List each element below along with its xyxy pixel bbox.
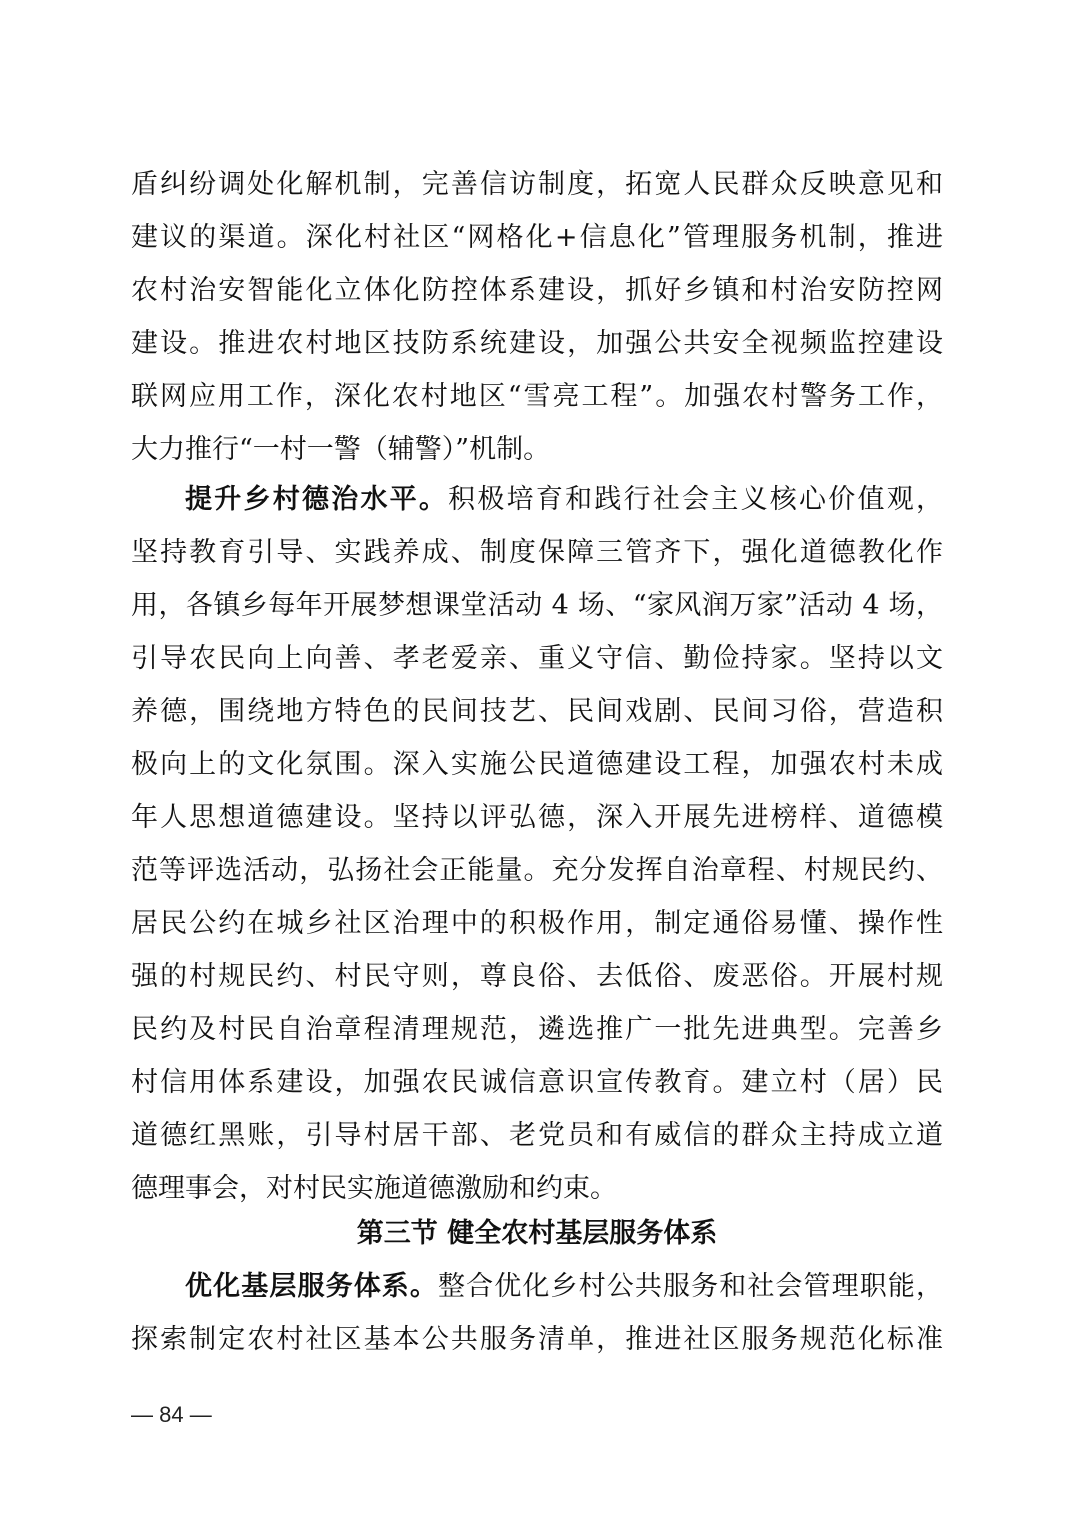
text-line: 引导农民向上向善、孝老爱亲、重义守信、勤俭持家。坚持以文 xyxy=(131,643,943,674)
paragraph-lead: 优化基层服务体系。 xyxy=(185,1271,439,1302)
paragraph-rule-of-virtue xyxy=(131,473,943,1215)
text-line xyxy=(131,473,943,526)
text-line: 道德红黑账，引导村居干部、老党员和有威信的群众主持成立道 xyxy=(131,1120,943,1151)
paragraph-lead: 提升乡村德治水平。 xyxy=(185,484,449,515)
text-fragment: 积极培育和践行社会主义核心价值观， xyxy=(448,484,943,515)
text-line: 强的村规民约、村民守则，尊良俗、去低俗、废恶俗。开展村规 xyxy=(131,961,943,992)
text-line: 大力推行“一村一警（辅警）”机制。 xyxy=(131,434,551,465)
text-line: 养德，围绕地方特色的民间技艺、民间戏剧、民间习俗，营造积 xyxy=(131,696,943,727)
text-line: 盾纠纷调处化解机制，完善信访制度，拓宽人民群众反映意见和 xyxy=(131,169,943,200)
text-line: 坚持教育引导、实践养成、制度保障三管齐下，强化道德教化作 xyxy=(131,537,943,568)
text-line: 年人思想道德建设。坚持以评弘德，深入开展先进榜样、道德模 xyxy=(131,802,943,833)
text-line: 建设。推进农村地区技防系统建设，加强公共安全视频监控建设 xyxy=(131,328,943,359)
text-line: 居民公约在城乡社区治理中的积极作用，制定通俗易懂、操作性 xyxy=(131,908,943,939)
section-heading: 第三节 健全农村基层服务体系 xyxy=(356,1218,718,1249)
text-line: 建议的渠道。深化村社区“网格化+信息化”管理服务机制，推进 xyxy=(131,222,943,253)
text-line: 探索制定农村社区基本公共服务清单，推进社区服务规范化标准 xyxy=(131,1324,943,1355)
text-line: 民约及村民自治章程清理规范，遴选推广一批先进典型。完善乡 xyxy=(131,1014,943,1045)
text-line: 村信用体系建设，加强农民诚信意识宣传教育。建立村（居）民 xyxy=(131,1067,943,1098)
paragraph-public-security xyxy=(131,158,943,476)
text-line: 用，各镇乡每年开展梦想课堂活动 4 场、“家风润万家”活动 4 场， xyxy=(131,590,943,621)
text-line: 德理事会，对村民实施道德激励和约束。 xyxy=(131,1173,617,1204)
text-line: 联网应用工作，深化农村地区“雪亮工程”。加强农村警务工作， xyxy=(131,381,943,412)
text-line: 农村治安智能化立体化防控体系建设，抓好乡镇和村治安防控网 xyxy=(131,275,943,306)
paragraph-grassroots-services xyxy=(131,1260,943,1366)
text-line: 范等评选活动，弘扬社会正能量。充分发挥自治章程、村规民约、 xyxy=(131,855,943,886)
text-fragment: 整合优化乡村公共服务和社会管理职能， xyxy=(438,1271,943,1302)
text-line: 极向上的文化氛围。深入实施公民道德建设工程，加强农村未成 xyxy=(131,749,943,780)
text-line xyxy=(131,1260,943,1313)
page-number: — 84 — xyxy=(131,1402,212,1427)
